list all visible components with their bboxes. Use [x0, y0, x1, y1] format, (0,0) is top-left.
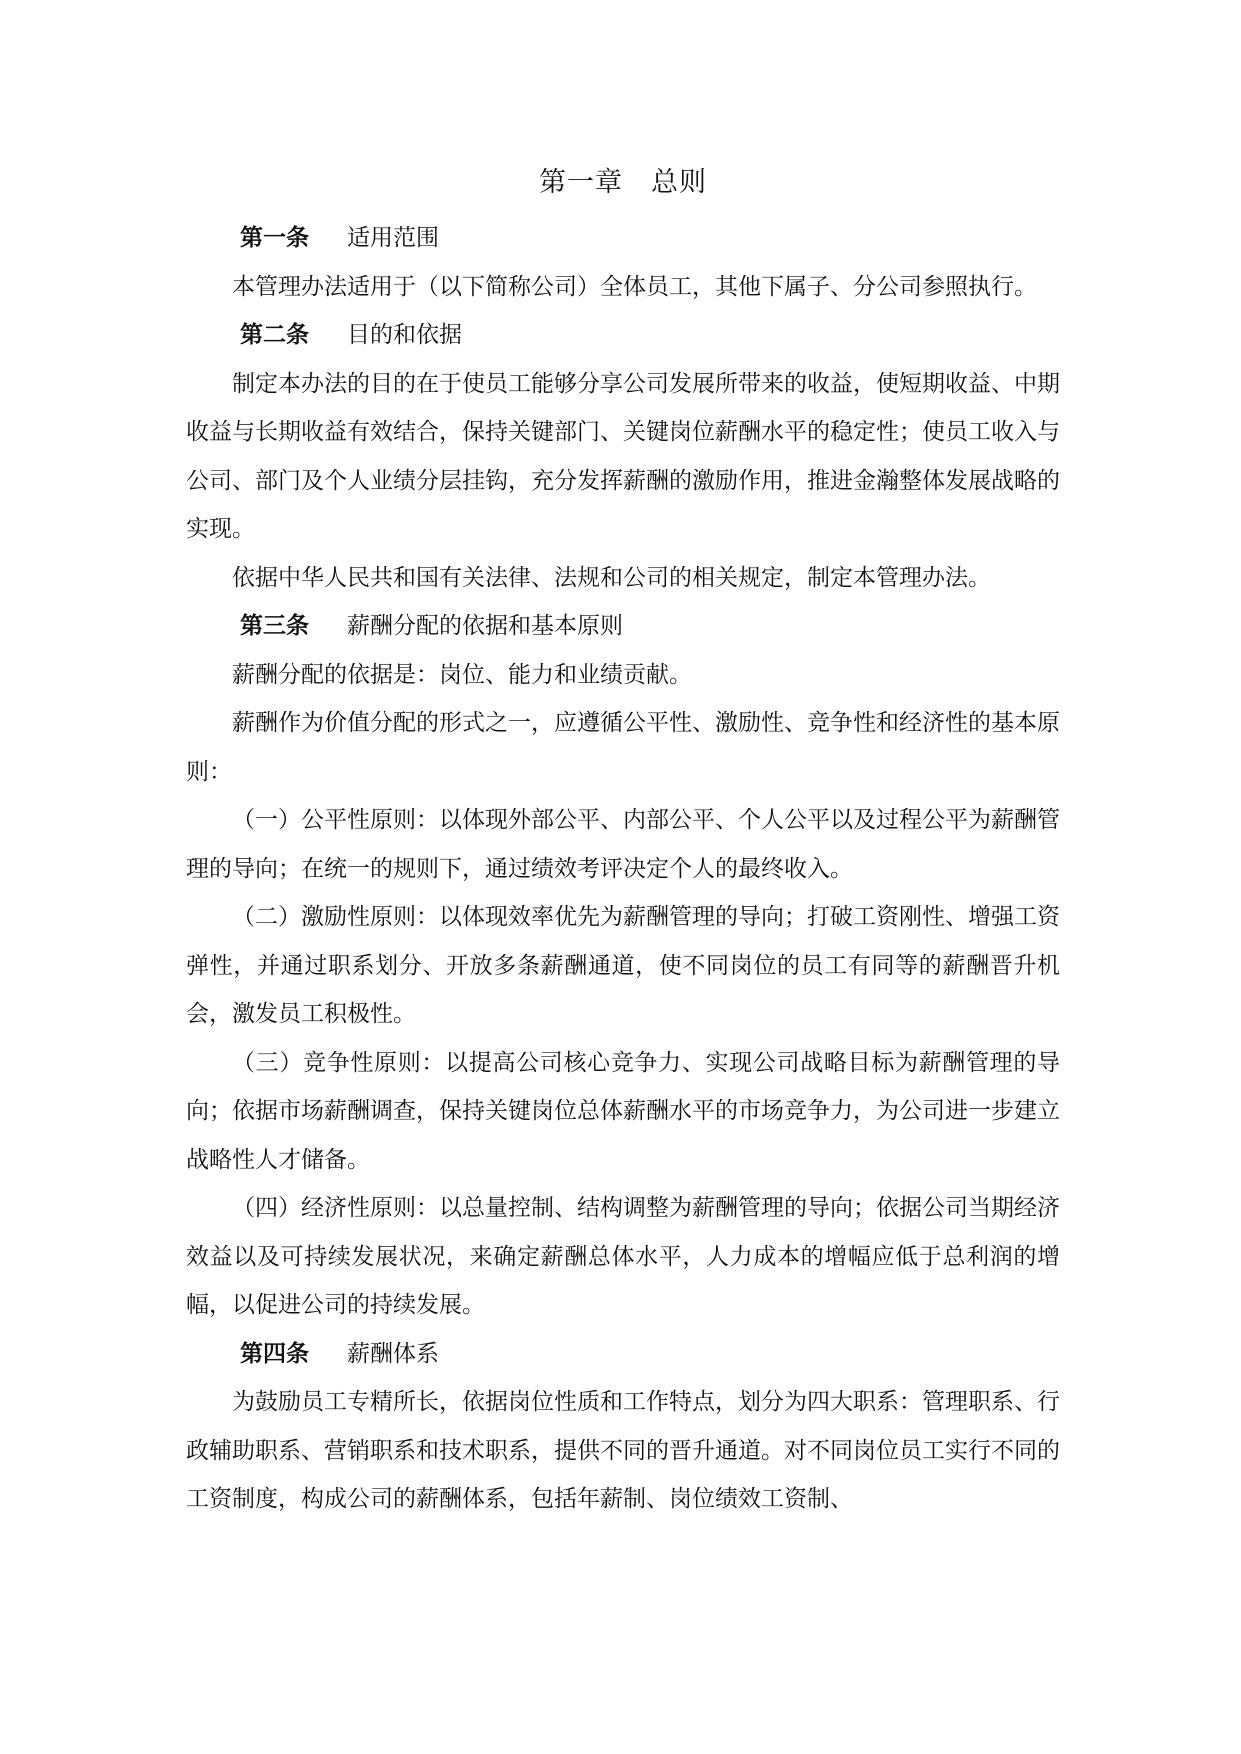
article-number: 第四条 — [240, 1340, 309, 1367]
article-heading-1 — [186, 214, 1060, 263]
article-title: 适用范围 — [347, 225, 439, 251]
principle-item: （三）竞争性原则：以提高公司核心竞争力、实现公司战略目标为薪酬管理的导向；依据市场薪酬调查，保持关键岗位总体薪酬水平的市场竞争力，为公司进一步建立战略性人才储备。 — [186, 1049, 1060, 1173]
article-heading-4 — [186, 1330, 1060, 1379]
article-heading-3 — [186, 602, 1060, 651]
article-title: 目的和依据 — [347, 322, 462, 348]
chapter-title: 总则 — [651, 167, 707, 198]
article-paragraph: 为鼓励员工专精所长，依据岗位性质和工作特点，划分为四大职系：管理职系、行政辅助职系、营销职系和技术职系，提供不同的晋升通道。对不同岗位员工实行不同的工资制度，构成公司的薪酬体系，包括年薪制、岗位绩效工资制、 — [186, 1389, 1060, 1512]
document-body — [186, 156, 1060, 1524]
article-number: 第二条 — [240, 322, 309, 348]
principle-item: （二）激励性原则：以体现效率优先为薪酬管理的导向；打破工资刚性、增强工资弹性，并通过职系划分、开放多条薪酬通道，使不同岗位的员工有同等的薪酬晋升机会，激发员工积极性。 — [186, 904, 1060, 1027]
article-paragraph: 薪酬作为价值分配的形式之一，应遵循公平性、激励性、竞争性和经济性的基本原则： — [186, 710, 1060, 785]
article-number: 第三条 — [240, 613, 309, 639]
article-paragraph: 本管理办法适用于（以下简称公司）全体员工，其他下属子、分公司参照执行。 — [232, 273, 1037, 300]
principle-item: （四）经济性原则：以总量控制、结构调整为薪酬管理的导向；依据公司当期经济效益以及可持续发展状况，来确定薪酬总体水平，人力成本的增幅应低于总利润的增幅，以促进公司的持续发展。 — [186, 1195, 1060, 1318]
article-paragraph: 依据中华人民共和国有关法律、法规和公司的相关规定，制定本管理办法。 — [232, 564, 991, 591]
article-title: 薪酬分配的依据和基本原则 — [347, 613, 623, 639]
article-heading-2 — [186, 311, 1060, 360]
article-paragraph: 薪酬分配的依据是：岗位、能力和业绩贡献。 — [232, 661, 692, 688]
principle-item: （一）公平性原则：以体现外部公平、内部公平、个人公平以及过程公平为薪酬管理的导向；在统一的规则下，通过绩效考评决定个人的最终收入。 — [186, 807, 1060, 882]
chapter-heading — [186, 156, 1060, 210]
article-title: 薪酬体系 — [347, 1340, 439, 1367]
article-number: 第一条 — [240, 225, 309, 251]
article-paragraph: 制定本办法的目的在于使员工能够分享公司发展所带来的收益，使短期收益、中期收益与长期收益有效结合，保持关键部门、关键岗位薪酬水平的稳定性；使员工收入与公司、部门及个人业绩分层挂钩，充分发挥薪酬的激励作用，推进金瀚整体发展战略的实现。 — [186, 370, 1060, 542]
chapter-label: 第一章 — [539, 167, 623, 198]
